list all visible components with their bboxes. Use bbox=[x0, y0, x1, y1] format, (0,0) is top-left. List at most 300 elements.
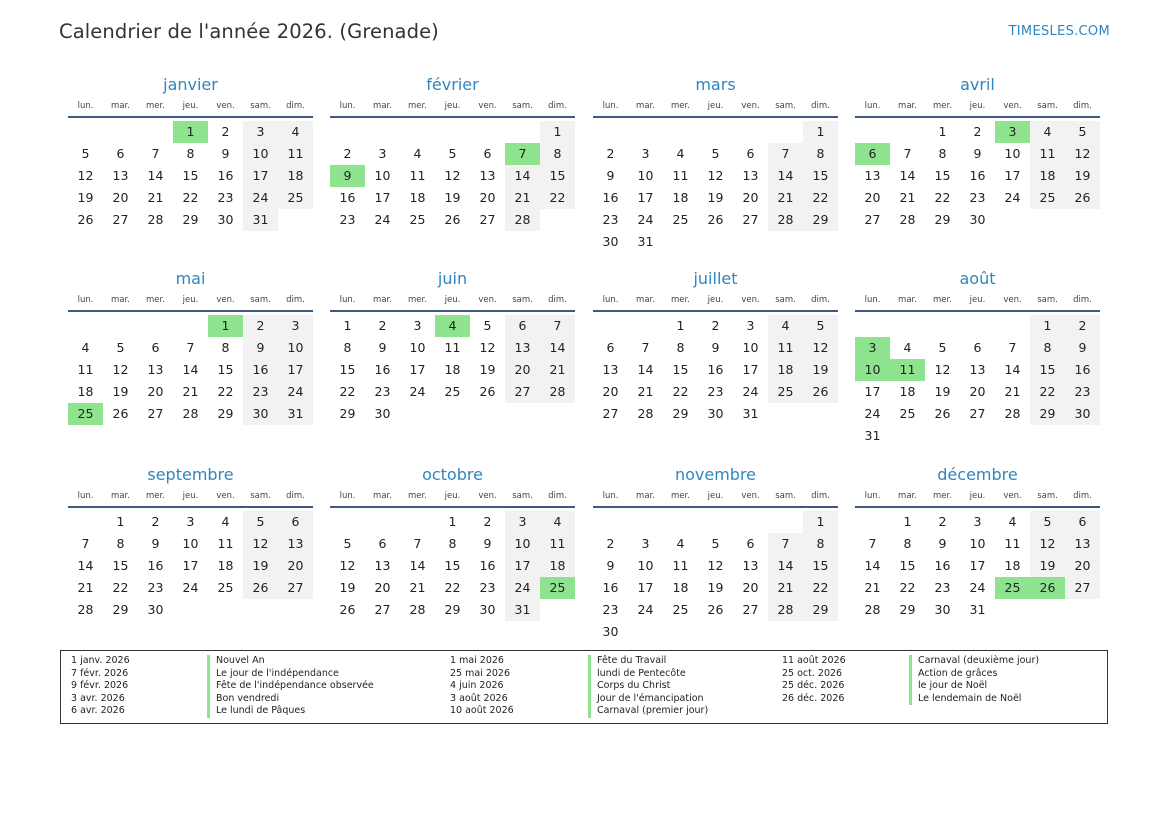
weekday-label: sam. bbox=[250, 101, 271, 111]
holiday-cell: 6 bbox=[855, 143, 890, 165]
day-cell: 10 bbox=[374, 168, 391, 183]
holiday-cell: 10 bbox=[855, 359, 890, 381]
site-link[interactable]: TIMESLES.COM bbox=[1008, 24, 1110, 39]
day-cell: 24 bbox=[637, 602, 654, 617]
day-cell: 7 bbox=[641, 340, 650, 355]
day-cell: 4 bbox=[903, 340, 912, 355]
day-cell: 21 bbox=[540, 359, 575, 381]
month-6 bbox=[593, 268, 838, 425]
day-cell: 22 bbox=[339, 384, 356, 399]
weekday-label: dim. bbox=[811, 491, 830, 501]
weekday-label: sam. bbox=[250, 295, 271, 305]
weekday-label: mer. bbox=[408, 491, 427, 501]
day-cell: 2 bbox=[938, 514, 947, 529]
day-cell: 26 bbox=[479, 384, 496, 399]
day-cell: 18 bbox=[217, 558, 234, 573]
day-cell: 20 bbox=[505, 359, 540, 381]
weekday-label: dim. bbox=[811, 295, 830, 305]
day-cell: 12 bbox=[1065, 143, 1100, 165]
day-cell: 18 bbox=[1004, 558, 1021, 573]
day-cell: 27 bbox=[602, 406, 619, 421]
day-cell: 26 bbox=[444, 212, 461, 227]
day-cell: 24 bbox=[409, 384, 426, 399]
day-cell: 15 bbox=[112, 558, 129, 573]
legend-holiday-name: Carnaval (deuxième jour) bbox=[909, 655, 1039, 668]
day-cell: 9 bbox=[243, 337, 278, 359]
day-cell: 2 bbox=[378, 318, 387, 333]
day-cell: 8 bbox=[803, 533, 838, 555]
day-cell: 11 bbox=[768, 337, 803, 359]
day-cell: 12 bbox=[112, 362, 129, 377]
weekday-label: mar. bbox=[373, 491, 392, 501]
day-cell: 19 bbox=[444, 190, 461, 205]
day-cell: 7 bbox=[540, 315, 575, 337]
day-cell: 22 bbox=[934, 190, 951, 205]
legend-date: 6 avr. 2026 bbox=[71, 705, 125, 717]
day-cell: 4 bbox=[221, 514, 230, 529]
day-cell: 22 bbox=[803, 187, 838, 209]
holiday-cell: 7 bbox=[505, 143, 540, 165]
weekday-label: lun. bbox=[77, 101, 94, 111]
day-cell: 10 bbox=[969, 536, 986, 551]
day-cell: 30 bbox=[217, 212, 234, 227]
day-cell: 5 bbox=[81, 146, 90, 161]
day-cell: 1 bbox=[803, 121, 838, 143]
day-cell: 2 bbox=[973, 124, 982, 139]
day-cell: 23 bbox=[934, 580, 951, 595]
day-cell: 17 bbox=[182, 558, 199, 573]
weekday-label: lun. bbox=[339, 101, 356, 111]
day-cell: 18 bbox=[672, 190, 689, 205]
day-cell: 12 bbox=[1030, 533, 1065, 555]
day-cell: 24 bbox=[374, 212, 391, 227]
month-5 bbox=[330, 268, 575, 425]
weekday-header bbox=[855, 486, 1100, 508]
day-cell: 18 bbox=[1030, 165, 1065, 187]
day-cell: 28 bbox=[182, 406, 199, 421]
day-cell: 6 bbox=[973, 340, 982, 355]
day-empty bbox=[68, 511, 103, 533]
day-empty bbox=[925, 315, 960, 337]
legend-holiday-name: le jour de Noël bbox=[909, 680, 987, 693]
day-cell: 21 bbox=[768, 577, 803, 599]
day-cell: 22 bbox=[1030, 381, 1065, 403]
day-empty bbox=[68, 315, 103, 337]
weekday-label: ven. bbox=[478, 295, 497, 305]
day-cell: 27 bbox=[1065, 577, 1100, 599]
weekday-label: mar. bbox=[898, 491, 917, 501]
day-empty bbox=[330, 511, 365, 533]
day-cell: 1 bbox=[676, 318, 685, 333]
day-empty bbox=[855, 121, 890, 143]
weekday-label: jeu. bbox=[969, 491, 986, 501]
day-cell: 11 bbox=[444, 340, 461, 355]
day-cell: 20 bbox=[742, 190, 759, 205]
day-cell: 18 bbox=[278, 165, 313, 187]
day-cell: 17 bbox=[969, 558, 986, 573]
day-cell: 20 bbox=[742, 580, 759, 595]
day-cell: 29 bbox=[934, 212, 951, 227]
day-cell: 14 bbox=[182, 362, 199, 377]
day-cell: 7 bbox=[1008, 340, 1017, 355]
day-cell: 12 bbox=[707, 168, 724, 183]
days-grid bbox=[593, 121, 838, 253]
day-empty bbox=[593, 121, 628, 143]
day-cell: 29 bbox=[899, 602, 916, 617]
day-cell: 19 bbox=[243, 555, 278, 577]
day-cell: 27 bbox=[112, 212, 129, 227]
day-cell: 12 bbox=[444, 168, 461, 183]
holiday-cell: 9 bbox=[330, 165, 365, 187]
day-cell: 9 bbox=[973, 146, 982, 161]
day-cell: 20 bbox=[864, 190, 881, 205]
day-cell: 20 bbox=[479, 190, 496, 205]
day-cell: 5 bbox=[483, 318, 492, 333]
day-cell: 31 bbox=[278, 403, 313, 425]
day-cell: 2 bbox=[483, 514, 492, 529]
weekday-header bbox=[593, 96, 838, 118]
day-cell: 27 bbox=[479, 212, 496, 227]
month-name: décembre bbox=[937, 465, 1018, 484]
weekday-label: jeu. bbox=[969, 295, 986, 305]
day-cell: 10 bbox=[742, 340, 759, 355]
weekday-label: lun. bbox=[77, 295, 94, 305]
holiday-cell: 1 bbox=[173, 121, 208, 143]
day-cell: 13 bbox=[374, 558, 391, 573]
day-cell: 20 bbox=[147, 384, 164, 399]
legend-holiday-name: Jour de l'émancipation bbox=[588, 693, 704, 706]
day-cell: 29 bbox=[803, 209, 838, 231]
day-cell: 26 bbox=[707, 602, 724, 617]
day-cell: 5 bbox=[243, 511, 278, 533]
weekday-label: sam. bbox=[512, 491, 533, 501]
day-cell: 29 bbox=[803, 599, 838, 621]
day-cell: 15 bbox=[803, 165, 838, 187]
weekday-label: jeu. bbox=[707, 491, 724, 501]
day-cell: 13 bbox=[1065, 533, 1100, 555]
month-name: juin bbox=[437, 269, 468, 288]
day-cell: 26 bbox=[707, 212, 724, 227]
day-cell: 17 bbox=[637, 580, 654, 595]
day-cell: 8 bbox=[448, 536, 457, 551]
legend-date: 11 août 2026 bbox=[782, 655, 846, 666]
day-cell: 10 bbox=[182, 536, 199, 551]
weekday-header bbox=[68, 486, 313, 508]
day-cell: 5 bbox=[711, 536, 720, 551]
day-cell: 29 bbox=[112, 602, 129, 617]
day-empty bbox=[733, 511, 768, 533]
day-cell: 14 bbox=[409, 558, 426, 573]
day-cell: 25 bbox=[672, 602, 689, 617]
day-cell: 27 bbox=[278, 577, 313, 599]
day-cell: 29 bbox=[1030, 403, 1065, 425]
day-cell: 18 bbox=[899, 384, 916, 399]
legend-holiday-name: Carnaval (premier jour) bbox=[588, 705, 708, 718]
month-name: janvier bbox=[163, 75, 218, 94]
day-cell: 8 bbox=[903, 536, 912, 551]
day-cell: 5 bbox=[1065, 121, 1100, 143]
day-cell: 8 bbox=[938, 146, 947, 161]
day-cell: 9 bbox=[1065, 337, 1100, 359]
month-4 bbox=[68, 268, 313, 425]
day-cell: 8 bbox=[221, 340, 230, 355]
day-cell: 2 bbox=[343, 146, 352, 161]
day-cell: 12 bbox=[707, 558, 724, 573]
weekday-label: dim. bbox=[286, 101, 305, 111]
day-cell: 6 bbox=[151, 340, 160, 355]
weekday-label: dim. bbox=[548, 491, 567, 501]
day-cell: 31 bbox=[969, 602, 986, 617]
day-empty bbox=[890, 121, 925, 143]
month-11 bbox=[855, 464, 1100, 621]
day-empty bbox=[593, 315, 628, 337]
day-cell: 6 bbox=[505, 315, 540, 337]
legend-date: 10 août 2026 bbox=[450, 705, 514, 717]
day-cell: 7 bbox=[413, 536, 422, 551]
weekday-label: dim. bbox=[286, 295, 305, 305]
day-cell: 24 bbox=[742, 384, 759, 399]
day-cell: 21 bbox=[505, 187, 540, 209]
day-cell: 14 bbox=[505, 165, 540, 187]
day-cell: 21 bbox=[147, 190, 164, 205]
day-cell: 28 bbox=[864, 602, 881, 617]
day-cell: 5 bbox=[803, 315, 838, 337]
day-cell: 15 bbox=[540, 165, 575, 187]
day-empty bbox=[103, 121, 138, 143]
day-cell: 10 bbox=[278, 337, 313, 359]
day-empty bbox=[400, 121, 435, 143]
day-cell: 11 bbox=[409, 168, 426, 183]
day-cell: 13 bbox=[602, 362, 619, 377]
day-cell: 13 bbox=[864, 168, 881, 183]
day-cell: 15 bbox=[672, 362, 689, 377]
day-cell: 3 bbox=[278, 315, 313, 337]
day-cell: 28 bbox=[768, 209, 803, 231]
weekday-label: jeu. bbox=[444, 295, 461, 305]
weekday-header bbox=[330, 290, 575, 312]
day-cell: 18 bbox=[77, 384, 94, 399]
legend-date: 25 déc. 2026 bbox=[782, 680, 845, 692]
day-cell: 7 bbox=[151, 146, 160, 161]
day-cell: 24 bbox=[1004, 190, 1021, 205]
month-0 bbox=[68, 74, 313, 231]
day-cell: 10 bbox=[637, 168, 654, 183]
weekday-label: mar. bbox=[373, 101, 392, 111]
day-cell: 23 bbox=[707, 384, 724, 399]
day-cell: 29 bbox=[217, 406, 234, 421]
day-cell: 16 bbox=[602, 190, 619, 205]
day-empty bbox=[628, 121, 663, 143]
day-cell: 24 bbox=[864, 406, 881, 421]
day-cell: 14 bbox=[768, 555, 803, 577]
weekday-label: mer. bbox=[933, 295, 952, 305]
day-cell: 25 bbox=[409, 212, 426, 227]
holiday-cell: 25 bbox=[995, 577, 1030, 599]
day-cell: 4 bbox=[768, 315, 803, 337]
day-cell: 24 bbox=[505, 577, 540, 599]
day-cell: 21 bbox=[409, 580, 426, 595]
day-cell: 13 bbox=[278, 533, 313, 555]
day-empty bbox=[855, 511, 890, 533]
day-cell: 11 bbox=[278, 143, 313, 165]
weekday-label: ven. bbox=[478, 101, 497, 111]
day-cell: 23 bbox=[602, 212, 619, 227]
day-cell: 10 bbox=[505, 533, 540, 555]
day-cell: 11 bbox=[1030, 143, 1065, 165]
weekday-label: ven. bbox=[1003, 295, 1022, 305]
day-cell: 16 bbox=[217, 168, 234, 183]
day-cell: 25 bbox=[672, 212, 689, 227]
day-empty bbox=[855, 315, 890, 337]
day-cell: 11 bbox=[672, 168, 689, 183]
day-cell: 19 bbox=[934, 384, 951, 399]
weekday-label: lun. bbox=[864, 295, 881, 305]
legend-date: 9 févr. 2026 bbox=[71, 680, 129, 692]
holiday-cell: 11 bbox=[890, 359, 925, 381]
day-cell: 15 bbox=[1030, 359, 1065, 381]
day-cell: 26 bbox=[77, 212, 94, 227]
day-cell: 20 bbox=[1065, 555, 1100, 577]
weekday-label: sam. bbox=[1037, 491, 1058, 501]
legend-holiday-name: Le jour de l'indépendance bbox=[207, 668, 339, 681]
day-cell: 28 bbox=[899, 212, 916, 227]
weekday-label: jeu. bbox=[182, 491, 199, 501]
day-cell: 21 bbox=[637, 384, 654, 399]
day-cell: 13 bbox=[969, 362, 986, 377]
day-cell: 5 bbox=[711, 146, 720, 161]
day-cell: 8 bbox=[676, 340, 685, 355]
day-cell: 3 bbox=[186, 514, 195, 529]
weekday-label: mar. bbox=[898, 101, 917, 111]
day-cell: 4 bbox=[676, 146, 685, 161]
weekday-label: mer. bbox=[671, 295, 690, 305]
days-grid bbox=[855, 315, 1100, 447]
day-cell: 11 bbox=[540, 533, 575, 555]
legend-holiday-name: Fête de l'indépendance observée bbox=[207, 680, 374, 693]
day-cell: 20 bbox=[602, 384, 619, 399]
legend-holiday-name: Fête du Travail bbox=[588, 655, 666, 668]
day-cell: 31 bbox=[742, 406, 759, 421]
weekday-label: sam. bbox=[775, 295, 796, 305]
day-empty bbox=[960, 315, 995, 337]
day-cell: 28 bbox=[505, 209, 540, 231]
day-cell: 25 bbox=[899, 406, 916, 421]
day-cell: 15 bbox=[339, 362, 356, 377]
day-cell: 30 bbox=[1065, 403, 1100, 425]
day-cell: 15 bbox=[899, 558, 916, 573]
weekday-label: ven. bbox=[741, 491, 760, 501]
day-cell: 19 bbox=[77, 190, 94, 205]
day-cell: 6 bbox=[606, 340, 615, 355]
day-cell: 16 bbox=[147, 558, 164, 573]
day-cell: 21 bbox=[899, 190, 916, 205]
day-cell: 16 bbox=[339, 190, 356, 205]
day-cell: 9 bbox=[606, 168, 615, 183]
day-cell: 21 bbox=[77, 580, 94, 595]
weekday-label: mer. bbox=[408, 101, 427, 111]
month-name: avril bbox=[960, 75, 995, 94]
day-cell: 13 bbox=[742, 558, 759, 573]
day-cell: 15 bbox=[182, 168, 199, 183]
day-cell: 18 bbox=[672, 580, 689, 595]
days-grid bbox=[68, 121, 313, 231]
weekday-label: ven. bbox=[478, 491, 497, 501]
weekday-label: mar. bbox=[111, 295, 130, 305]
weekday-label: jeu. bbox=[182, 101, 199, 111]
day-cell: 14 bbox=[768, 165, 803, 187]
day-cell: 31 bbox=[505, 599, 540, 621]
legend-date: 3 avr. 2026 bbox=[71, 692, 125, 704]
weekday-label: mar. bbox=[898, 295, 917, 305]
day-cell: 27 bbox=[969, 406, 986, 421]
day-cell: 6 bbox=[116, 146, 125, 161]
day-cell: 18 bbox=[444, 362, 461, 377]
day-cell: 1 bbox=[540, 121, 575, 143]
day-cell: 22 bbox=[899, 580, 916, 595]
day-cell: 23 bbox=[479, 580, 496, 595]
weekday-label: mar. bbox=[636, 295, 655, 305]
day-cell: 21 bbox=[864, 580, 881, 595]
days-grid bbox=[330, 315, 575, 425]
day-cell: 6 bbox=[746, 536, 755, 551]
month-name: mai bbox=[175, 269, 206, 288]
day-empty bbox=[400, 511, 435, 533]
weekday-label: jeu. bbox=[707, 101, 724, 111]
month-name: septembre bbox=[147, 465, 234, 484]
day-cell: 30 bbox=[602, 234, 619, 249]
day-cell: 15 bbox=[803, 555, 838, 577]
day-cell: 17 bbox=[505, 555, 540, 577]
day-empty bbox=[698, 511, 733, 533]
month-7 bbox=[855, 268, 1100, 447]
weekday-label: sam. bbox=[1037, 295, 1058, 305]
weekday-label: ven. bbox=[1003, 101, 1022, 111]
day-empty bbox=[628, 511, 663, 533]
day-cell: 5 bbox=[116, 340, 125, 355]
weekday-header bbox=[593, 486, 838, 508]
day-cell: 24 bbox=[243, 187, 278, 209]
day-empty bbox=[663, 121, 698, 143]
weekday-label: lun. bbox=[602, 295, 619, 305]
day-cell: 22 bbox=[540, 187, 575, 209]
day-cell: 6 bbox=[378, 536, 387, 551]
day-cell: 3 bbox=[505, 511, 540, 533]
legend-date: 1 mai 2026 bbox=[450, 655, 504, 666]
weekday-label: ven. bbox=[216, 101, 235, 111]
days-grid bbox=[855, 511, 1100, 621]
month-name: octobre bbox=[422, 465, 483, 484]
day-cell: 2 bbox=[606, 146, 615, 161]
legend-holiday-name: Corps du Christ bbox=[588, 680, 670, 693]
weekday-label: lun. bbox=[77, 491, 94, 501]
day-empty bbox=[768, 121, 803, 143]
days-grid bbox=[68, 511, 313, 621]
day-empty bbox=[330, 121, 365, 143]
days-grid bbox=[593, 315, 838, 425]
weekday-label: mar. bbox=[111, 491, 130, 501]
weekday-header bbox=[593, 290, 838, 312]
day-cell: 24 bbox=[278, 381, 313, 403]
day-cell: 19 bbox=[112, 384, 129, 399]
day-cell: 23 bbox=[602, 602, 619, 617]
day-cell: 16 bbox=[1065, 359, 1100, 381]
day-cell: 24 bbox=[182, 580, 199, 595]
day-cell: 26 bbox=[934, 406, 951, 421]
month-3 bbox=[855, 74, 1100, 231]
day-cell: 1 bbox=[116, 514, 125, 529]
weekday-label: mer. bbox=[408, 295, 427, 305]
day-cell: 20 bbox=[969, 384, 986, 399]
